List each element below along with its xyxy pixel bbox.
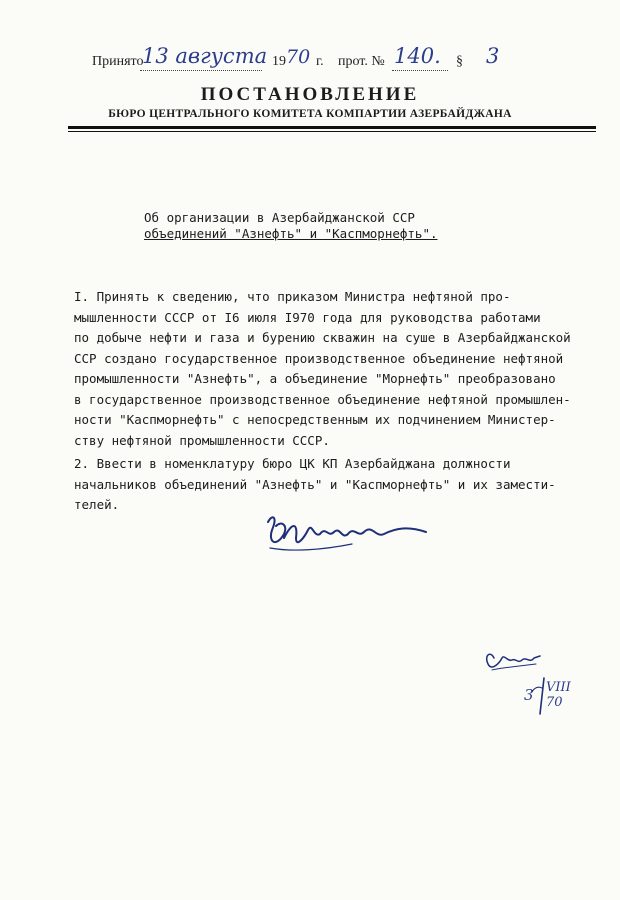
section-number: 3 xyxy=(486,44,500,68)
header-rule-thin xyxy=(68,131,596,132)
paragraph-line: в государственное производственное объединение нефтяной промышлен- xyxy=(74,391,571,407)
handwritten-date: 13 августа xyxy=(142,44,268,68)
year-suffix: г. xyxy=(316,54,324,69)
year-handwritten: 70 xyxy=(286,46,311,68)
document-subtitle: БЮРО ЦЕНТРАЛЬНОГО КОМИТЕТА КОМПАРТИИ АЗЕРБАЙДЖАНА xyxy=(108,108,512,120)
paragraph-line: промышленности "Азнефть", а объединение "Морнефть" преобразовано xyxy=(74,371,556,386)
document-title: ПОСТАНОВЛЕНИЕ xyxy=(200,84,420,105)
subject-line-1: Об организации в Азербайджанской ССР xyxy=(144,210,415,225)
subject-heading xyxy=(144,210,438,242)
paragraph-2 xyxy=(74,454,556,516)
note-day: 3 xyxy=(524,686,534,704)
note-month-year: VIII 70 xyxy=(546,680,571,710)
section-label: § xyxy=(456,54,463,69)
paragraph-line: начальников объединений "Азнефть" и "Каспморнефть" и их замести- xyxy=(74,476,556,492)
year-printed: 19 xyxy=(272,54,286,69)
signature-image xyxy=(262,508,442,562)
subject-line-2: объединений "Азнефть" и "Каспморнефть". xyxy=(144,226,438,241)
header-rule-thick xyxy=(68,126,596,129)
paragraph-line: I. Принять к сведению, что приказом Министра нефтяной про- xyxy=(74,289,511,304)
paragraph-line: ству нефтяной промышленности СССР. xyxy=(74,432,330,448)
paragraph-line: мышленности СССР от I6 июля I970 года для руководства работами xyxy=(74,309,541,325)
paragraph-line: ности "Каспморнефть" с непосредственным их подчинением Министер- xyxy=(74,412,556,427)
paragraph-line: телей. xyxy=(74,497,120,512)
protocol-label: прот. № xyxy=(338,54,385,69)
handwritten-filing-note xyxy=(480,648,580,718)
accepted-label: Принято xyxy=(92,54,144,69)
document-header xyxy=(92,44,552,78)
protocol-number: 140. xyxy=(394,44,441,68)
protocol-underline xyxy=(392,70,448,71)
date-underline xyxy=(140,70,262,71)
paragraph-line: 2. Ввести в номенклатуру бюро ЦК КП Азербайджана должности xyxy=(74,456,511,471)
paragraph-1 xyxy=(74,287,571,451)
paragraph-line: ССР создано государственное производственное объединение нефтяной xyxy=(74,350,564,366)
paragraph-line: по добыче нефти и газа и бурению скважин на суше в Азербайджанской xyxy=(74,330,571,345)
